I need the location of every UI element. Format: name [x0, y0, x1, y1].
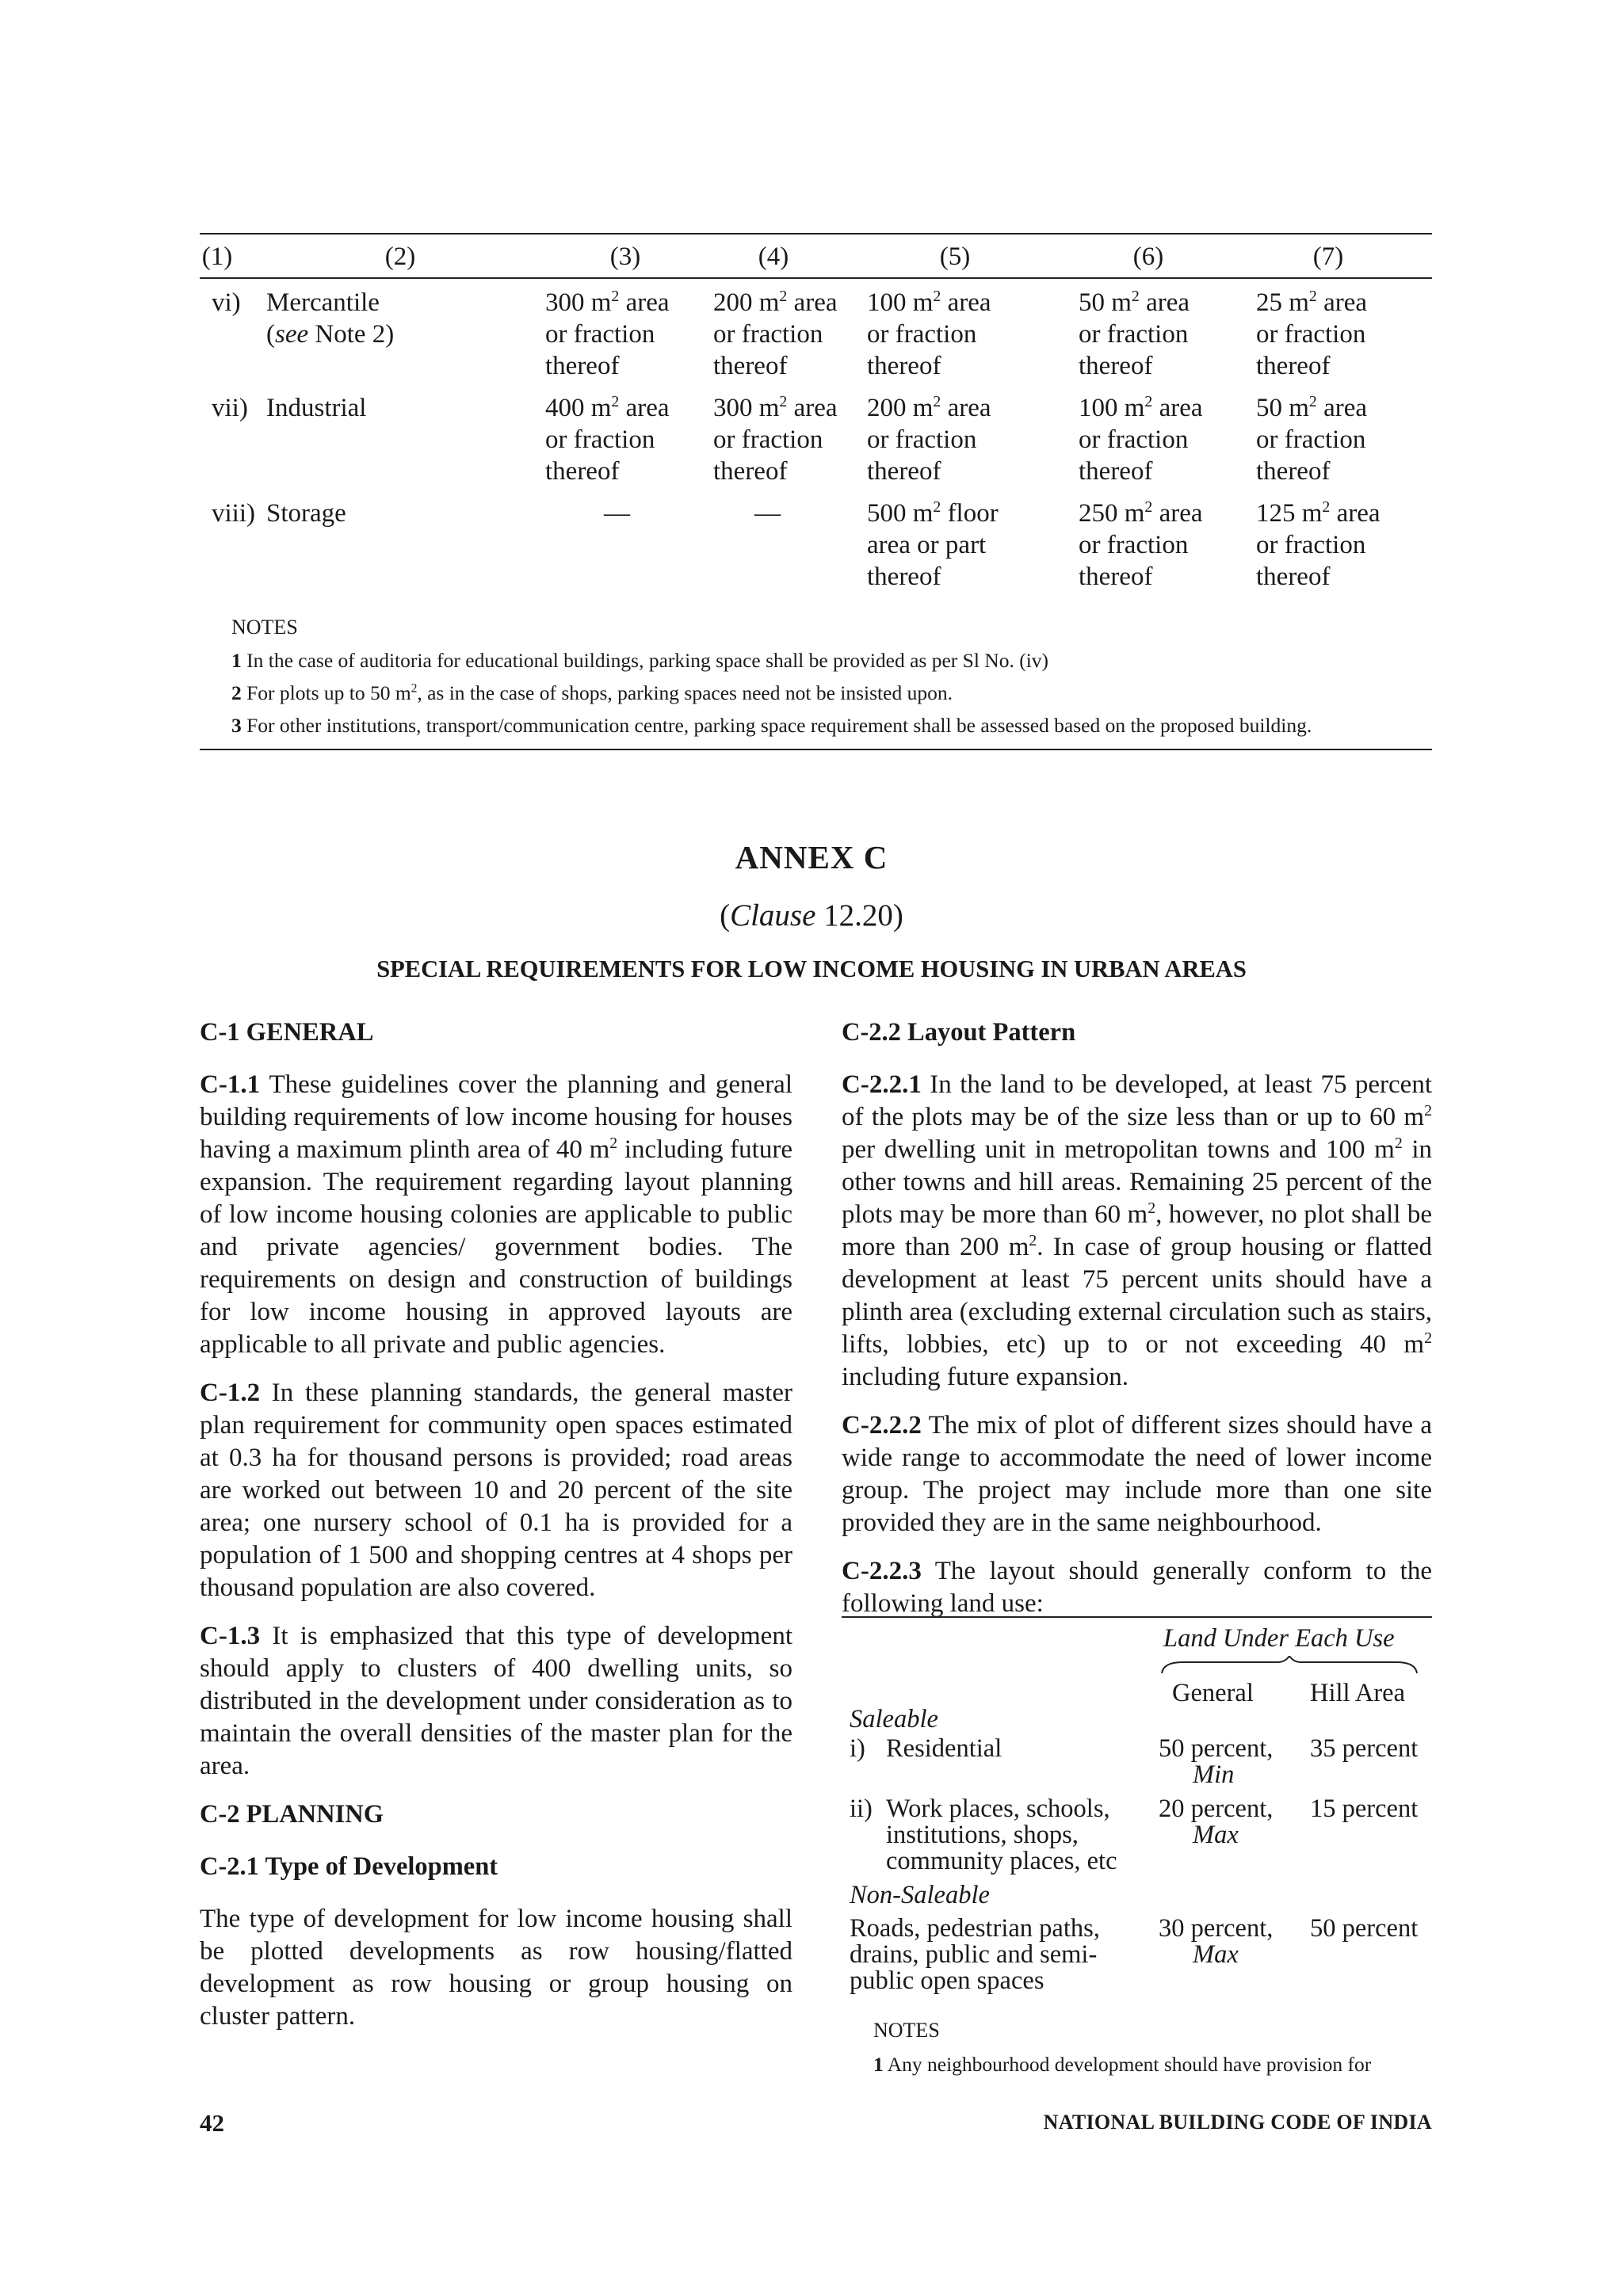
cell-col4: 200 $m^2$ area or fraction thereof [713, 288, 838, 380]
col-hill-area: Hill Area [1310, 1679, 1406, 1707]
row-label: Work places, schools, institutions, shops, community places, etc [886, 1794, 1117, 1875]
section-heading-general: C-1 GENERAL [200, 1018, 374, 1047]
page-number: 42 [200, 2109, 224, 2137]
col-header-5: (5) [939, 242, 971, 271]
section-heading-type-of-development: C-2.1 Type of Development [200, 1852, 498, 1881]
col-header-2: (2) [384, 242, 416, 271]
category-name: Mercantile [266, 288, 380, 317]
section-heading-layout-pattern: C-2.2 Layout Pattern [842, 1018, 1076, 1047]
cell-col4: 300 $m^2$ area or fraction thereof [713, 393, 838, 486]
clause-c-1-3: C-1.3 It is emphasized that this type of development should apply to clusters of 400 dwelling units, so distributed in the development under consideration as to maintain the overall densities of the master plan for the area. [200, 1622, 792, 1780]
land-use-header: Land Under Each Use [1163, 1624, 1395, 1653]
row-category: Industrial [266, 394, 367, 422]
annex-clause: (Clause 12.20) [720, 898, 903, 933]
col-header-4: (4) [758, 242, 789, 271]
row-number: viii) [212, 499, 255, 528]
col-header-1: (1) [201, 242, 233, 271]
brace-icon [1159, 1656, 1420, 1676]
clause-c-1-1: C-1.1 These guidelines cover the planning and general building requirements of low income housing for houses having a maximum plinth area of 40 $m^2$ including future expansion. The requirement regarding layout planning of low income housing colonies are applicable to public and private agencies/ government bodies. The requirements on design and construction of buildings for low income housing in approved layouts are applicable to all private and public agencies. [200, 1070, 792, 1359]
hill-value: 15 percent [1310, 1794, 1419, 1823]
group-non-saleable: Non-Saleable [850, 1881, 990, 1909]
row-category: Storage [266, 499, 346, 528]
cell-col5: 100 $m^2$ area or fraction thereof [867, 288, 991, 380]
left-column [200, 1016, 792, 2049]
table-top-rule [200, 233, 1432, 235]
note-item: 1 Any neighbourhood development should have provision for [873, 2053, 1372, 2076]
land-use-top-rule [842, 1616, 1432, 1618]
row-num: ii) [850, 1794, 873, 1823]
table-bottom-rule [200, 749, 1432, 750]
cell-col5: 500 $m^2$ floor area or part thereof [867, 498, 999, 591]
row-label: Roads, pedestrian paths, drains, public and semi- public open spaces [850, 1914, 1100, 1995]
general-qualifier: Max [1193, 1821, 1239, 1849]
clause-c-1-2: C-1.2 In these planning standards, the general master plan requirement for community open spaces estimated at 0.3 ha for thousand persons is provided; road areas are worked out between 10 and 20 percent of the site area; one nursery school of 0.1 ha is provided for a population of 1 500 and shopping centres at 4 shops per thousand population are also covered. [200, 1379, 792, 1602]
cell-col7: 125 $m^2$ area or fraction thereof [1256, 498, 1381, 591]
col-header-6: (6) [1132, 242, 1164, 271]
section-heading-planning: C-2 PLANNING [200, 1800, 384, 1829]
cell-col6: 100 $m^2$ area or fraction thereof [1079, 393, 1203, 486]
row-label: Residential [886, 1734, 1002, 1763]
cell-col5: 200 $m^2$ area or fraction thereof [867, 393, 991, 486]
cell-col6: 250 $m^2$ area or fraction thereof [1079, 498, 1203, 591]
cell-col4: — [754, 499, 781, 528]
col-header-3: (3) [609, 242, 641, 271]
cell-col3: — [604, 499, 630, 528]
cell-col7: 25 $m^2$ area or fraction thereof [1256, 288, 1367, 380]
table-header-rule [200, 277, 1432, 279]
right-column [842, 1016, 1432, 1636]
note-item: 1 In the case of auditoria for educational buildings, parking space shall be provided as per Sl No. (iv) [231, 649, 1049, 672]
general-qualifier: Max [1193, 1940, 1239, 1969]
hill-value: 50 percent [1310, 1914, 1419, 1943]
annex-subtitle: SPECIAL REQUIREMENTS FOR LOW INCOME HOUSING IN URBAN AREAS [376, 955, 1247, 982]
clause-c-2-2-2: C-2.2.2 The mix of plot of different sizes should have a wide range to accommodate the need of lower income group. The project may include more than one site provided they are in the same neighbourhood. [842, 1411, 1432, 1537]
note-item: 3 For other institutions, transport/communication centre, parking space requirement shall be assessed based on the proposed building. [231, 714, 1312, 737]
row-category [266, 287, 394, 350]
cell-col7: 50 $m^2$ area or fraction thereof [1256, 393, 1367, 486]
notes-heading: NOTES [231, 616, 298, 639]
general-value: 50 percent, [1159, 1734, 1274, 1763]
group-saleable: Saleable [850, 1705, 938, 1733]
cell-col3: 300 $m^2$ area or fraction thereof [545, 288, 670, 380]
land-use-table [842, 1616, 1432, 2056]
general-value: 30 percent, [1159, 1914, 1274, 1943]
note-item: 2 For plots up to 50 $m^2$, as in the case of shops, parking spaces need not be insisted upon. [231, 681, 953, 704]
footer-title: NATIONAL BUILDING CODE OF INDIA [1043, 2111, 1432, 2134]
hill-value: 35 percent [1310, 1734, 1419, 1763]
land-use-notes [873, 2017, 1371, 2081]
table-notes [231, 614, 1432, 742]
annex-title: ANNEX C [735, 839, 888, 875]
notes-heading: NOTES [873, 2019, 940, 2042]
general-qualifier: Min [1193, 1760, 1235, 1789]
category-note: (see Note 2) [266, 320, 395, 349]
general-value: 20 percent, [1159, 1794, 1274, 1823]
row-num: i) [850, 1734, 865, 1763]
col-header-7: (7) [1312, 242, 1344, 271]
row-number: vii) [212, 394, 248, 422]
clause-c-2-2-1: C-2.2.1 In the land to be developed, at least 75 percent of the plots may be of the size less than or up to 60 $m^2$ per dwelling unit in metropolitan towns and 100 $m^2$ in other towns and hill areas. Remaining 25 percent of the plots may be more than 60 $m^2$, however, no plot shall be more than 200 $m^2$. In case of group housing or flatted development at least 75 percent units should have a plinth area (excluding external circulation such as stairs, lifts, lobbies, etc) up to or not exceeding 40 $m^2$ including future expansion. [842, 1070, 1432, 1391]
clause-c-2-2-3: C-2.2.3 The layout should generally conform to the following land use: [842, 1557, 1432, 1618]
clause-c-2-1: The type of development for low income housing shall be plotted developments as row housing/flatted development as row housing or group housing on cluster pattern. [200, 1905, 792, 2031]
cell-col6: 50 $m^2$ area or fraction thereof [1079, 288, 1190, 380]
row-number: vi) [212, 288, 241, 317]
col-general: General [1172, 1679, 1254, 1707]
cell-col3: 400 $m^2$ area or fraction thereof [545, 393, 670, 486]
